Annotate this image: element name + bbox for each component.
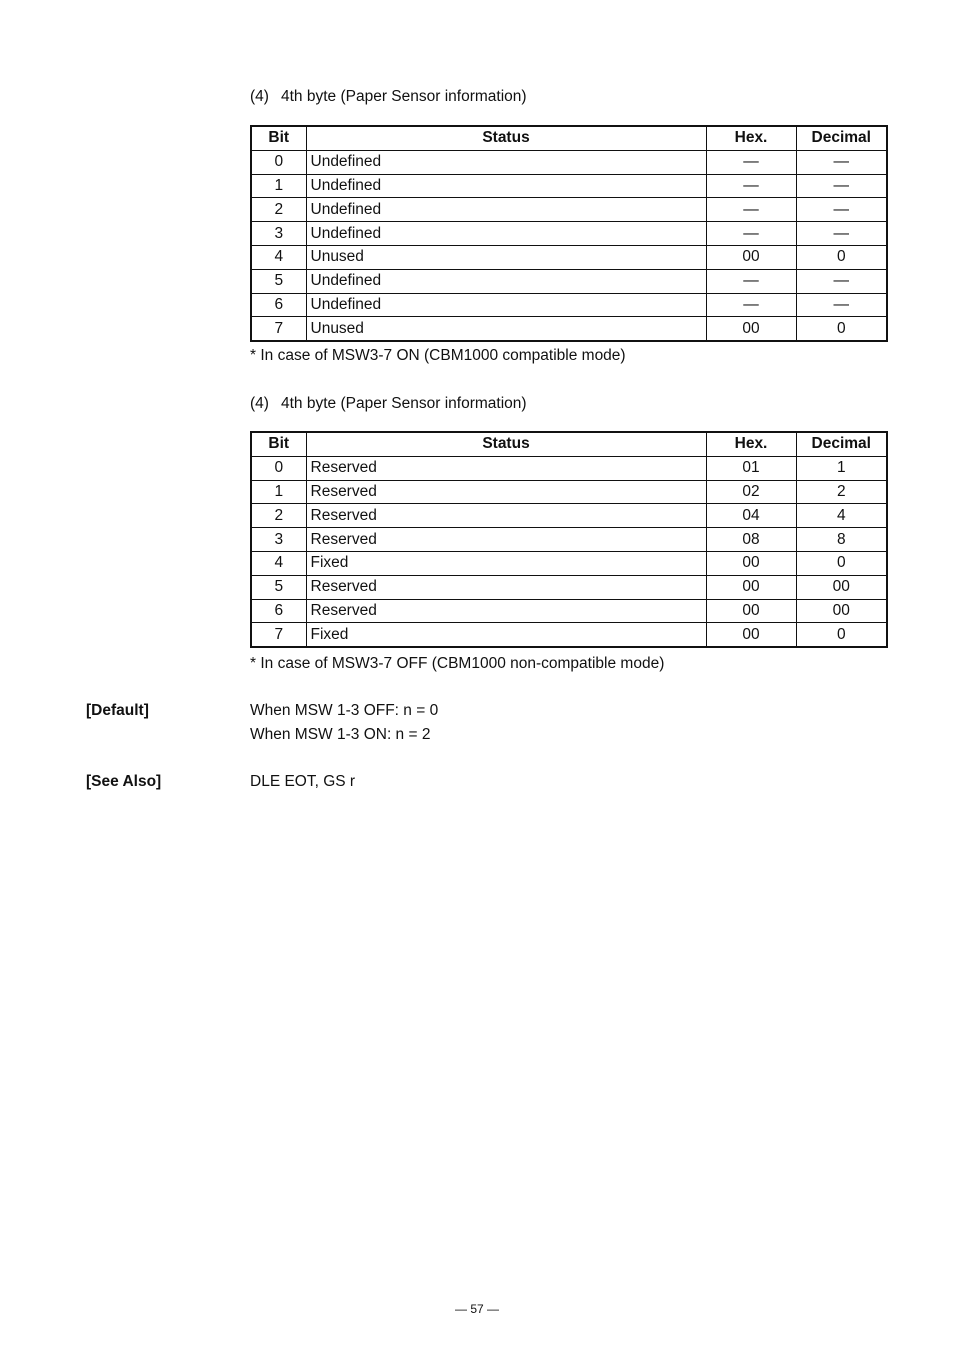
status-cell: Unused (306, 317, 706, 341)
header-bit: Bit (251, 432, 306, 456)
bit-cell: 5 (251, 269, 306, 293)
see-also-value: DLE EOT, GS r (250, 773, 356, 790)
hex-cell: — (706, 222, 796, 246)
table-row (251, 528, 887, 552)
decimal-cell: 0 (796, 245, 887, 269)
table-row (251, 222, 887, 246)
table-row (251, 480, 887, 504)
hex-cell: 00 (706, 575, 796, 599)
decimal-cell: — (796, 293, 887, 317)
hex-cell: — (706, 150, 796, 174)
bit-cell: 4 (251, 245, 306, 269)
header-hex: Hex. (706, 432, 796, 456)
bit-cell: 6 (251, 599, 306, 623)
decimal-cell: 00 (796, 599, 887, 623)
status-cell: Reserved (306, 480, 706, 504)
status-cell: Reserved (306, 528, 706, 552)
header-status: Status (306, 126, 706, 150)
table-note-2: * In case of MSW3-7 OFF (CBM1000 non-compatible mode) (250, 655, 665, 672)
decimal-cell: 4 (796, 504, 887, 528)
status-cell: Reserved (306, 599, 706, 623)
bit-cell: 7 (251, 317, 306, 341)
decimal-cell: — (796, 198, 887, 222)
hex-cell: 00 (706, 245, 796, 269)
section-number: (4) (250, 395, 269, 412)
hex-cell: — (706, 293, 796, 317)
header-status: Status (306, 432, 706, 456)
decimal-cell: 0 (796, 317, 887, 341)
section-heading-2 (250, 395, 527, 413)
section-title: 4th byte (Paper Sensor information) (281, 88, 527, 105)
header-bit: Bit (251, 126, 306, 150)
hex-cell: 00 (706, 317, 796, 341)
header-decimal: Decimal (796, 432, 887, 456)
hex-cell: — (706, 198, 796, 222)
status-table-non-compatible (250, 431, 888, 648)
page-number: — 57 — (454, 1302, 499, 1316)
decimal-cell: — (796, 222, 887, 246)
table-row (251, 456, 887, 480)
table-row (251, 269, 887, 293)
see-also-label: [See Also] (86, 773, 162, 790)
bit-cell: 0 (251, 456, 306, 480)
bit-cell: 1 (251, 174, 306, 198)
section-title: 4th byte (Paper Sensor information) (281, 395, 527, 412)
hex-cell: 00 (706, 623, 796, 647)
status-cell: Fixed (306, 551, 706, 575)
bit-cell: 2 (251, 504, 306, 528)
status-cell: Undefined (306, 269, 706, 293)
bit-cell: 5 (251, 575, 306, 599)
table-row (251, 245, 887, 269)
decimal-cell: 8 (796, 528, 887, 552)
decimal-cell: 0 (796, 551, 887, 575)
status-table-compatible (250, 125, 888, 342)
status-cell: Reserved (306, 504, 706, 528)
default-line-off: When MSW 1-3 OFF: n = 0 (250, 702, 439, 719)
section-heading-1 (250, 88, 527, 106)
hex-cell: 01 (706, 456, 796, 480)
status-cell: Undefined (306, 150, 706, 174)
table-note-1: * In case of MSW3-7 ON (CBM1000 compatible mode) (250, 347, 626, 364)
hex-cell: 00 (706, 599, 796, 623)
decimal-cell: 00 (796, 575, 887, 599)
section-number: (4) (250, 88, 269, 105)
decimal-cell: 2 (796, 480, 887, 504)
hex-cell: 00 (706, 551, 796, 575)
table-row (251, 293, 887, 317)
bit-cell: 4 (251, 551, 306, 575)
default-label: [Default] (86, 702, 149, 719)
bit-cell: 1 (251, 480, 306, 504)
status-cell: Undefined (306, 174, 706, 198)
bit-cell: 3 (251, 528, 306, 552)
decimal-cell: — (796, 150, 887, 174)
table-row (251, 575, 887, 599)
bit-cell: 6 (251, 293, 306, 317)
table-row (251, 317, 887, 341)
hex-cell: 02 (706, 480, 796, 504)
bit-cell: 3 (251, 222, 306, 246)
table-row (251, 150, 887, 174)
status-cell: Unused (306, 245, 706, 269)
bit-cell: 0 (251, 150, 306, 174)
table-header-row (251, 126, 887, 150)
default-values (250, 699, 438, 747)
status-cell: Undefined (306, 293, 706, 317)
hex-cell: — (706, 269, 796, 293)
header-hex: Hex. (706, 126, 796, 150)
status-cell: Undefined (306, 222, 706, 246)
table-row (251, 599, 887, 623)
status-cell: Reserved (306, 456, 706, 480)
table-row (251, 623, 887, 647)
table-row (251, 551, 887, 575)
decimal-cell: — (796, 269, 887, 293)
table-row (251, 198, 887, 222)
decimal-cell: 1 (796, 456, 887, 480)
status-cell: Reserved (306, 575, 706, 599)
hex-cell: — (706, 174, 796, 198)
table-row (251, 504, 887, 528)
table-row (251, 174, 887, 198)
status-cell: Fixed (306, 623, 706, 647)
table-header-row (251, 432, 887, 456)
header-decimal: Decimal (796, 126, 887, 150)
bit-cell: 2 (251, 198, 306, 222)
decimal-cell: 0 (796, 623, 887, 647)
status-cell: Undefined (306, 198, 706, 222)
default-line-on: When MSW 1-3 ON: n = 2 (250, 726, 431, 743)
bit-cell: 7 (251, 623, 306, 647)
hex-cell: 04 (706, 504, 796, 528)
hex-cell: 08 (706, 528, 796, 552)
decimal-cell: — (796, 174, 887, 198)
